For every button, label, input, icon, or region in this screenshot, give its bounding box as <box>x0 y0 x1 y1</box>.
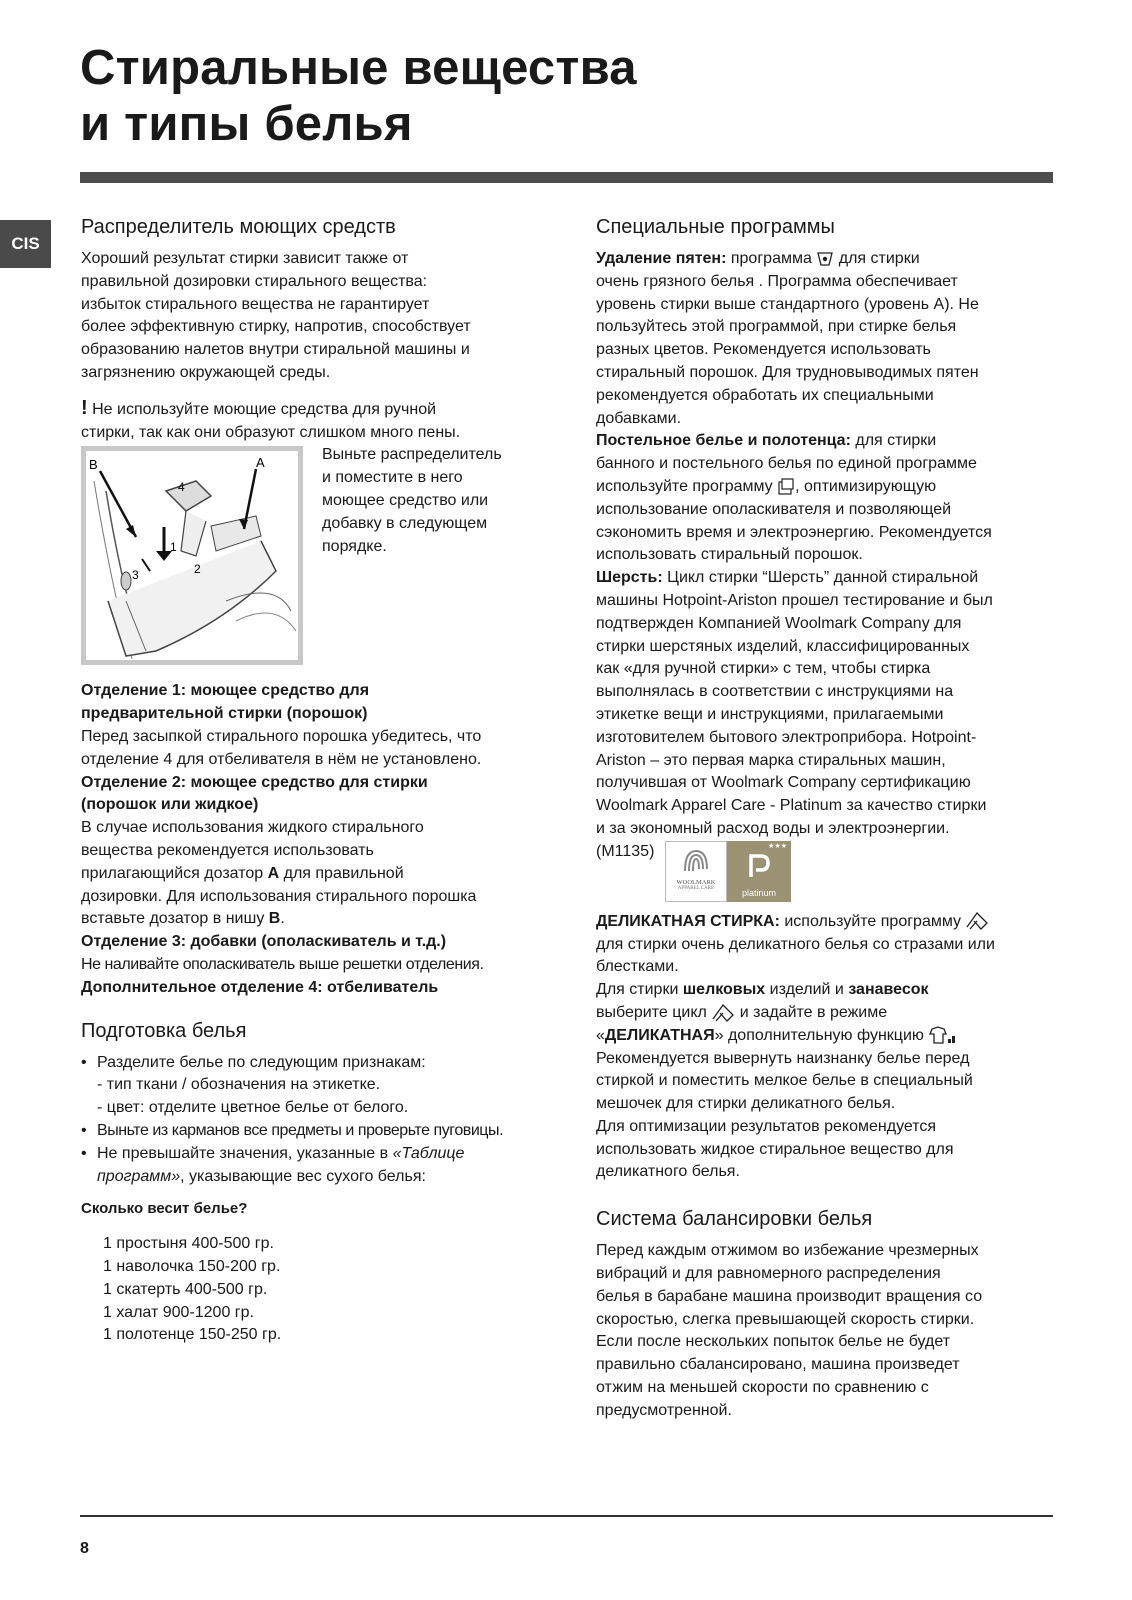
language-tab: CIS <box>0 220 51 268</box>
laundry-heading: Подготовка белья <box>81 1019 247 1042</box>
woolmark-logo: WOOLMARK APPAREL CARE <box>665 841 727 902</box>
page-title-line1: Стиральные вещества <box>80 41 637 95</box>
bed-towels: Постельное белье и полотенца: для стирки банного и постельного белья по единой программе используйте программу , оптимизирующую использование ополаскивателя и позволяющей сэкономить время и электроэнергию. Рекомендуется использовать стиральный порошок. <box>596 432 992 564</box>
left-column: Распределитель моющих средств Хороший результат стирки зависит также от правильной дозировки стирального вещества: избыток стирального вещества не гарантирует более эффективную стирку, напротив, способствует образованию налетов внутри стиральной машины и загрязнению окружающей среды. ! Не используйте моющие средства для ручной стирки, так как они образуют слишком много пены. B A 4 1 2 3 Выньте распределитель и поместите в него моющее средство или добавку в следующем порядке. Отделение 1: моющее средство для предварительной стирки (порошок) Перед засыпкой стирального порошка убедитесь, что отделение 4 для отбеливателя в нём не установлено. Отделение 2: моющее средство для стирки (порошок или жидкое) В случае использования жидкого стирального вещества рекомендуется использовать прилагающийся дозатор A для правильной дозировки. Для использования стирального порошка вставьте дозатор в нишу B. Отделение 3: добавки (ополаскиватель и т.д.) Не наливайте ополаскиватель выше решетки отделения. Дополнительное отделение 4: отбеливатель Подготовка белья • Разделите белье по следующим признакам: - тип ткани / обозначения на этикетке. - цвет: отделите цветное белье от белого. • Выньте из карманов все предметы и проверьте пуговицы. • Не превышайте значения, указанные в «Таблице программ», указывающие вес сухого белья: Сколько весит белье? 1 простыня 400-500 гр. 1 наволочка 150-200 гр. 1 скатерть 400-500 гр. 1 халат 900-1200 гр. 1 полотенце 150-250 гр. <box>81 214 546 1347</box>
compartment-2-title: Отделение 2: моющее средство для стирки <box>81 773 428 791</box>
compartments: Отделение 1: моющее средство для предварительной стирки (порошок) Перед засыпкой стирального порошка убедитесь, что отделение 4 для отбеливателя в нём не установлено. Отделение 2: моющее средство для стирки (порошок или жидкое) В случае использования жидкого стирального вещества рекомендуется использовать прилагающийся дозатор A для правильной дозировки. Для использования стирального порошка вставьте дозатор в нишу B. Отделение 3: добавки (ополаскиватель и т.д.) Не наливайте ополаскиватель выше решетки отделения. Дополнительное отделение 4: отбеливатель <box>81 680 546 999</box>
label-1: 1 <box>170 540 177 555</box>
delicate-program-icon <box>965 911 989 931</box>
platinum-badge: ★★★ platinum <box>727 841 791 902</box>
weights-list <box>81 1233 546 1347</box>
woolmark-icon <box>681 847 711 877</box>
compartment-4-title: Дополнительное отделение 4: отбеливатель <box>81 978 439 996</box>
dispenser-intro: Хороший результат стирки зависит также от правильной дозировки стирального вещества: избыток стирального вещества не гарантирует более эффективную стирку, напротив, способствует образованию налетов внутри стиральной машины и загрязнению окружающей среды. <box>81 250 471 381</box>
delicate-function-icon <box>928 1025 956 1045</box>
right-column <box>596 214 1056 1423</box>
stain-program-icon <box>816 251 834 267</box>
laundry-list <box>81 1052 546 1075</box>
bed-towels-program-icon <box>777 478 795 496</box>
list-item: • Не превышайте значения, указанные в «Таблице программ», указывающие вес сухого белья: <box>81 1143 546 1189</box>
label-b: B <box>89 457 98 473</box>
compartment-1-title: Отделение 1: моющее средство для <box>81 682 370 700</box>
wool-code: (M1135) <box>596 842 655 860</box>
stain-removal: Удаление пятен: программа для стирки очень грязного белья . Программа обеспечивает уровень стирки выше стандартного (уровень А). Не пользуйтесь этой программой, при стирке белья разных цветов. Рекомендуется использовать стиральный порошок. Для трудновыводимых пятен рекомендуется обработать их специальными добавками. <box>596 250 979 427</box>
dispenser-figure-row <box>81 444 546 676</box>
special-heading: Специальные программы <box>596 216 835 238</box>
footer-rule <box>80 1515 1053 1517</box>
balance-text: Перед каждым отжимом во избежание чрезмерных вибраций и для равномерного распределения белья в барабане машина производит вращения со скоростью, слегка превышающей скорость стирки. Если после нескольких попыток белье не будет правильно сбалансировано, машина произведет отжим на меньшей скорости по сравнению с предусмотренной. <box>596 1242 983 1419</box>
platinum-p-icon <box>747 853 771 879</box>
weights-title: Сколько весит белье? <box>81 1200 248 1218</box>
list-item: 1 халат 900-1200 гр. <box>103 1303 254 1321</box>
page-title <box>80 40 637 152</box>
compartment-3-title: Отделение 3: добавки (ополаскиватель и т.д.) <box>81 933 447 951</box>
label-3: 3 <box>132 568 139 583</box>
list-item: 1 наволочка 150-200 гр. <box>103 1257 281 1275</box>
warning-note: ! Не используйте моющие средства для ручной стирки, так как они образуют слишком много пены. <box>81 396 461 441</box>
dispenser-illustration <box>81 446 303 665</box>
balance-heading: Система балансировки белья <box>596 1208 873 1231</box>
dispenser-instructions: Выньте распределитель и поместите в него моющее средство или добавку в следующем порядке. <box>322 446 502 555</box>
dispenser-drawing <box>86 451 298 660</box>
list-item: • Разделите белье по следующим признакам: <box>81 1052 546 1075</box>
page-number: 8 <box>80 1540 89 1557</box>
delicate: ДЕЛИКАТНАЯ СТИРКА: используйте программу для стирки очень деликатного белья со стразами или блестками. Для стирки шелковых изделий и занавесок выберите цикл и задайте в режиме «ДЕЛИКАТНАЯ» дополнительную функцию Рекомендуется вывернуть наизнанку белье перед стиркой и поместить мелкое белье в специальный мешочек для стирки деликатного белья. Для оптимизации результатов рекомендуется использовать жидкое стиральное вещество для деликатного белья. <box>596 912 995 1181</box>
dispenser-heading: Распределитель моющих средств <box>81 216 396 238</box>
label-4: 4 <box>178 480 185 495</box>
page-title-line2: и типы белья <box>80 97 413 151</box>
title-rule <box>80 172 1053 183</box>
warning-icon: ! <box>81 396 88 419</box>
list-item: 1 полотенце 150-250 гр. <box>103 1326 282 1344</box>
woolmark-platinum-logo <box>665 841 791 902</box>
label-a: A <box>256 455 265 471</box>
label-2: 2 <box>194 562 201 577</box>
delicate-cycle-icon <box>711 1003 735 1023</box>
list-item: • Выньте из карманов все предметы и проверьте пуговицы. <box>81 1120 546 1143</box>
list-item: 1 скатерть 400-500 гр. <box>103 1280 268 1298</box>
list-item: 1 простыня 400-500 гр. <box>103 1235 274 1253</box>
wool: Шерсть: Цикл стирки “Шерсть” данной стиральной машины Hotpoint-Ariston прошел тестирование и был подтвержден Компанией Woolmark Company для стирки шерстяных изделий, классифицированных как «для ручной стирки» с тем, чтобы стирка выполнялась в соответствии с инструкциями на этикетке вещи и инструкциями, прилагаемыми изготовителем бытового электроприбора. Hotpoint- Ariston – это первая марка стиральных машин, получившая от Woolmark Company сертификацию Woolmark Apparel Care - Platinum за качество стирки и за экономный расход воды и электроэнергии. (M1135) WOOLMARK APPAREL CARE ★★★ platinum <box>596 567 1056 907</box>
